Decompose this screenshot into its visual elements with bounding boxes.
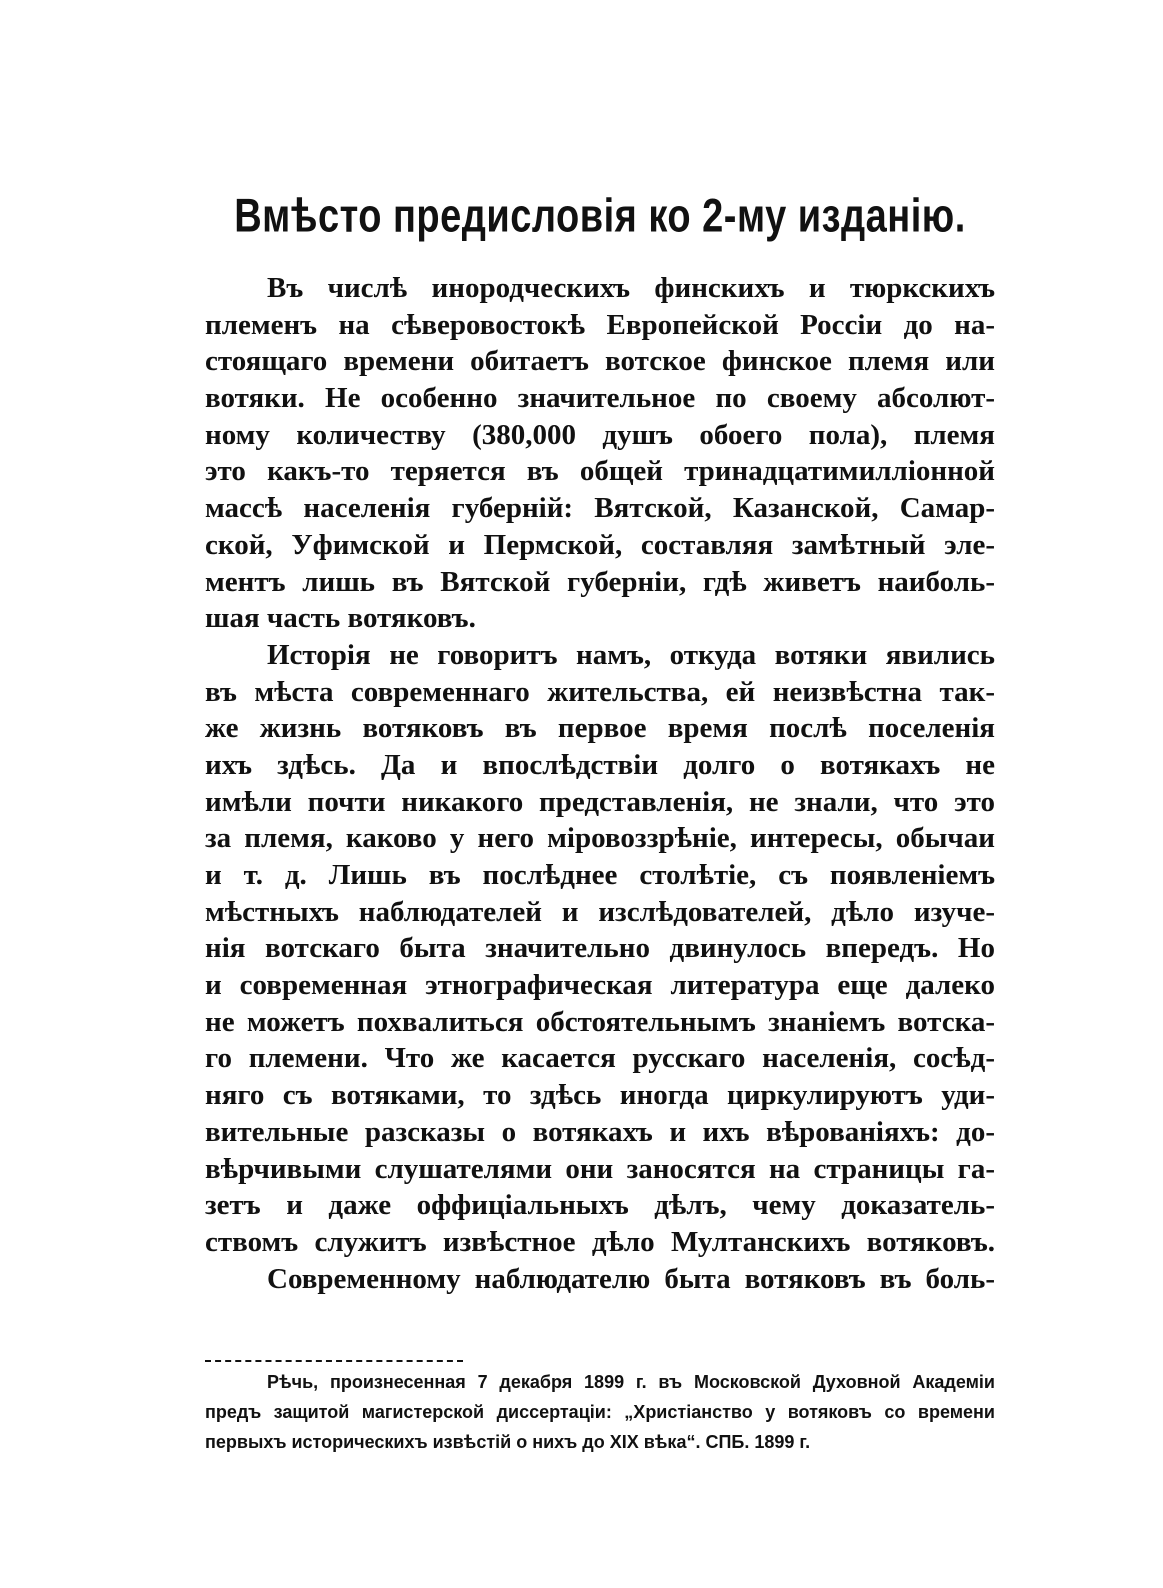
text-line: ментъ лишь въ Вятской губерніи, гдѣ живетъ наиболь- <box>205 565 995 598</box>
text-line: въ мѣста современнаго жительства, ей неизвѣстна так- <box>205 675 995 708</box>
text-line: го племени. Что же касается русскаго населенія, сосѣд- <box>205 1042 995 1075</box>
footnote-divider <box>205 1360 463 1362</box>
text-line: за племя, каково у него міровоззрѣніе, интересы, обычаи <box>205 822 995 855</box>
text-line: ихъ здѣсь. Да и впослѣдствіи долго о вотякахъ не <box>205 748 995 781</box>
footnote-line: предъ защитой магистерской диссертаціи: „Христіанство у вотяковъ со времени <box>205 1402 995 1422</box>
text-line: ской, Уфимской и Пермской, составляя замѣтный эле- <box>205 528 995 561</box>
text-line: ствомъ служитъ извѣстное дѣло Мултанскихъ вотяковъ. <box>205 1225 995 1258</box>
text-line: вительные разсказы о вотякахъ и ихъ вѣрованіяхъ: до- <box>205 1115 995 1148</box>
text-line: зетъ и даже оффиціальныхъ дѣлъ, чему доказатель- <box>205 1189 995 1222</box>
text-line: мѣстныхъ наблюдателей и изслѣдователей, дѣло изуче- <box>205 895 995 928</box>
text-line: Въ числѣ инородческихъ финскихъ и тюркскихъ <box>267 272 995 304</box>
page-title: Вмѣсто предисловія ко 2-му изданію. <box>234 190 966 243</box>
text-line: вотяки. Не особенно значительное по своему абсолют- <box>205 382 995 415</box>
text-line: это какъ-то теряется въ общей тринадцатимилліонной <box>205 455 995 488</box>
footnote-line: Рѣчь, произнесенная 7 декабря 1899 г. въ Московской Духовной Академіи <box>267 1372 995 1392</box>
text-line: ному количеству (380,000 душъ обоего пола), племя <box>205 418 995 451</box>
text-line: вѣрчивыми слушателями они заносятся на страницы га- <box>205 1152 995 1185</box>
text-line: Современному наблюдателю быта вотяковъ въ боль- <box>267 1262 995 1295</box>
text-line: стоящаго времени обитаетъ вотское финское племя или <box>205 345 995 378</box>
text-line: няго съ вотяками, то здѣсь иногда циркулируютъ уди- <box>205 1079 995 1112</box>
main-text <box>205 270 995 1297</box>
text-line: имѣли почти никакого представленія, не знали, что это <box>205 785 995 818</box>
text-line: и современная этнографическая литература еще далеко <box>205 969 995 1002</box>
footnote-line: первыхъ историческихъ извѣстій о нихъ до XIX вѣка“. СПБ. 1899 г. <box>205 1432 811 1452</box>
text-line: Исторія не говоритъ намъ, откуда вотяки явились <box>267 638 995 671</box>
footnote <box>205 1367 995 1457</box>
text-line: массѣ населенія губерній: Вятской, Казанской, Самар- <box>205 492 995 525</box>
text-line: племенъ на сѣверовостокѣ Европейской Россіи до на- <box>205 308 995 341</box>
text-line: нія вотскаго быта значительно двинулось впередъ. Но <box>205 932 995 965</box>
text-line: и т. д. Лишь въ послѣднее столѣтіе, съ появленіемъ <box>205 859 995 891</box>
text-line: шая часть вотяковъ. <box>205 602 476 635</box>
text-line: же жизнь вотяковъ въ первое время послѣ поселенія <box>205 712 995 745</box>
text-line: не можетъ похвалиться обстоятельнымъ знаніемъ вотска- <box>205 1005 995 1038</box>
